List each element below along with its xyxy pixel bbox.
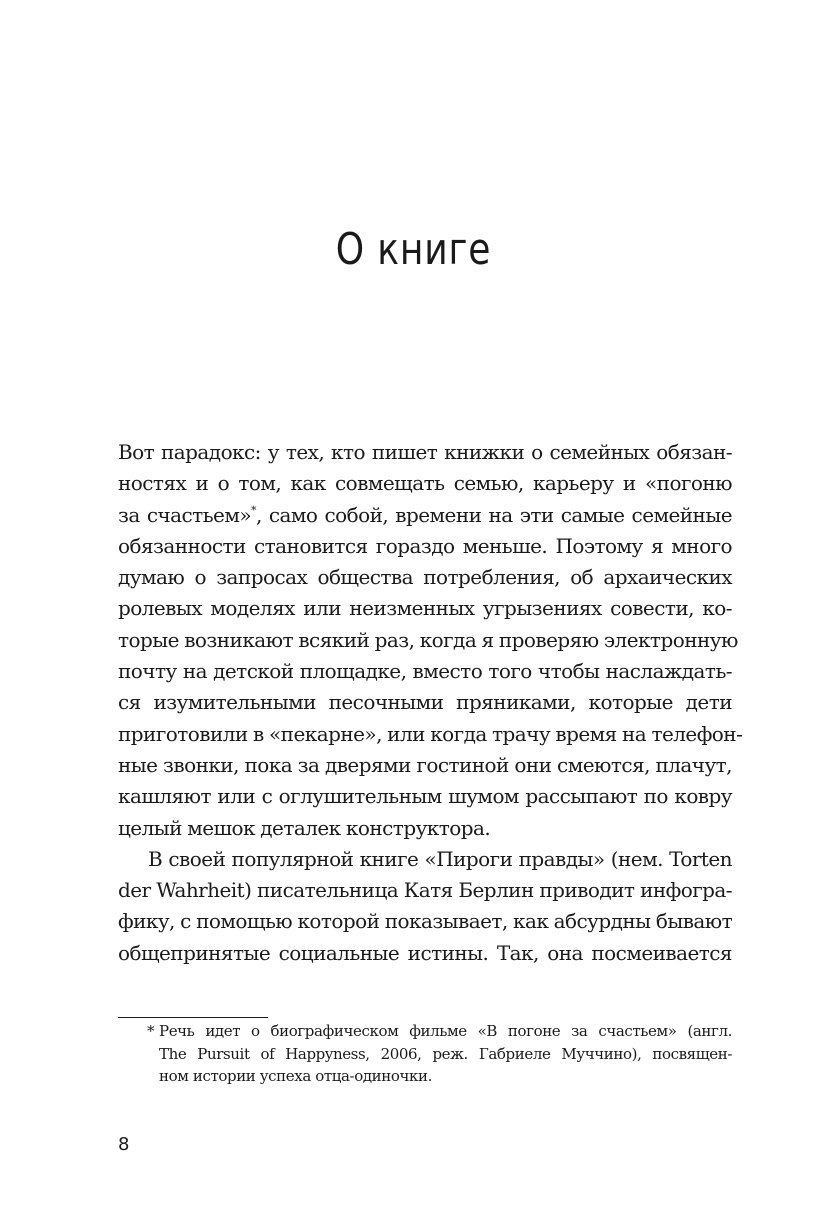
text-line: целый мешок деталек конструктора.	[118, 815, 491, 840]
text-line: почту на детской площадке, вместо того чтобы наслаждать-	[118, 659, 732, 684]
text-line: В своей популярной книге «Пироги правды» (нем. Torten	[148, 846, 732, 871]
text-line: кашляют или с оглушительным шумом рассыпают по ковру	[118, 784, 732, 809]
paragraph-1	[118, 437, 743, 844]
text-line: фику, с помощью которой показывает, как абсурдны бывают	[118, 909, 733, 934]
text-line: торые возникают всякий раз, когда я проверяю электронную	[118, 627, 738, 652]
footnote-line: ном истории успеха отца-одиночки.	[159, 1067, 432, 1085]
footnote-line: The Pursuit of Happyness, 2006, реж. Габриеле Муччино), посвящен-	[159, 1044, 732, 1063]
text-line: обязанности становится гораздо меньше. Поэтому я много	[118, 533, 732, 558]
footnote-line	[118, 1020, 732, 1043]
text-line: Вот парадокс: у тех, кто пишет книжки о семейных обязан-	[118, 440, 732, 464]
text-line: приготовили в «пекарне», или когда трачу время на телефон-	[118, 721, 743, 746]
footnote-reference[interactable]: *	[251, 503, 256, 517]
text-line: думаю о запросах общества потребления, об архаических	[118, 565, 732, 590]
text-line: ностях и о том, как совмещать семью, карьеру и «погоню	[118, 471, 732, 496]
footnote	[118, 1020, 732, 1088]
text-line: ные звонки, пока за дверями гостиной они смеются, плачут,	[118, 752, 732, 777]
text-fragment: , само собой, времени на эти самые семейные	[255, 502, 732, 527]
text-line: der Wahrheit) писательница Катя Берлин приводит инфогра-	[118, 878, 732, 903]
text-line: ся изумительными песочными пряниками, которые дети	[118, 690, 732, 715]
text-fragment: Речь идет о биографическом фильме «В погоне за счастьем» (англ.	[159, 1022, 732, 1040]
chapter-title: О книге	[335, 224, 492, 275]
text-line	[118, 500, 732, 531]
text-line: общепринятые социальные истины. Так, она посмеивается	[118, 940, 732, 965]
body-text	[118, 437, 743, 969]
footnote-marker: *	[147, 1022, 155, 1040]
text-fragment: за счастьем»	[118, 502, 252, 527]
footnote-divider	[118, 1017, 268, 1018]
paragraph-2	[118, 844, 732, 969]
page-number: 8	[118, 1134, 130, 1155]
text-line: ролевых моделях или неизменных угрызениях совести, ко-	[118, 596, 732, 621]
